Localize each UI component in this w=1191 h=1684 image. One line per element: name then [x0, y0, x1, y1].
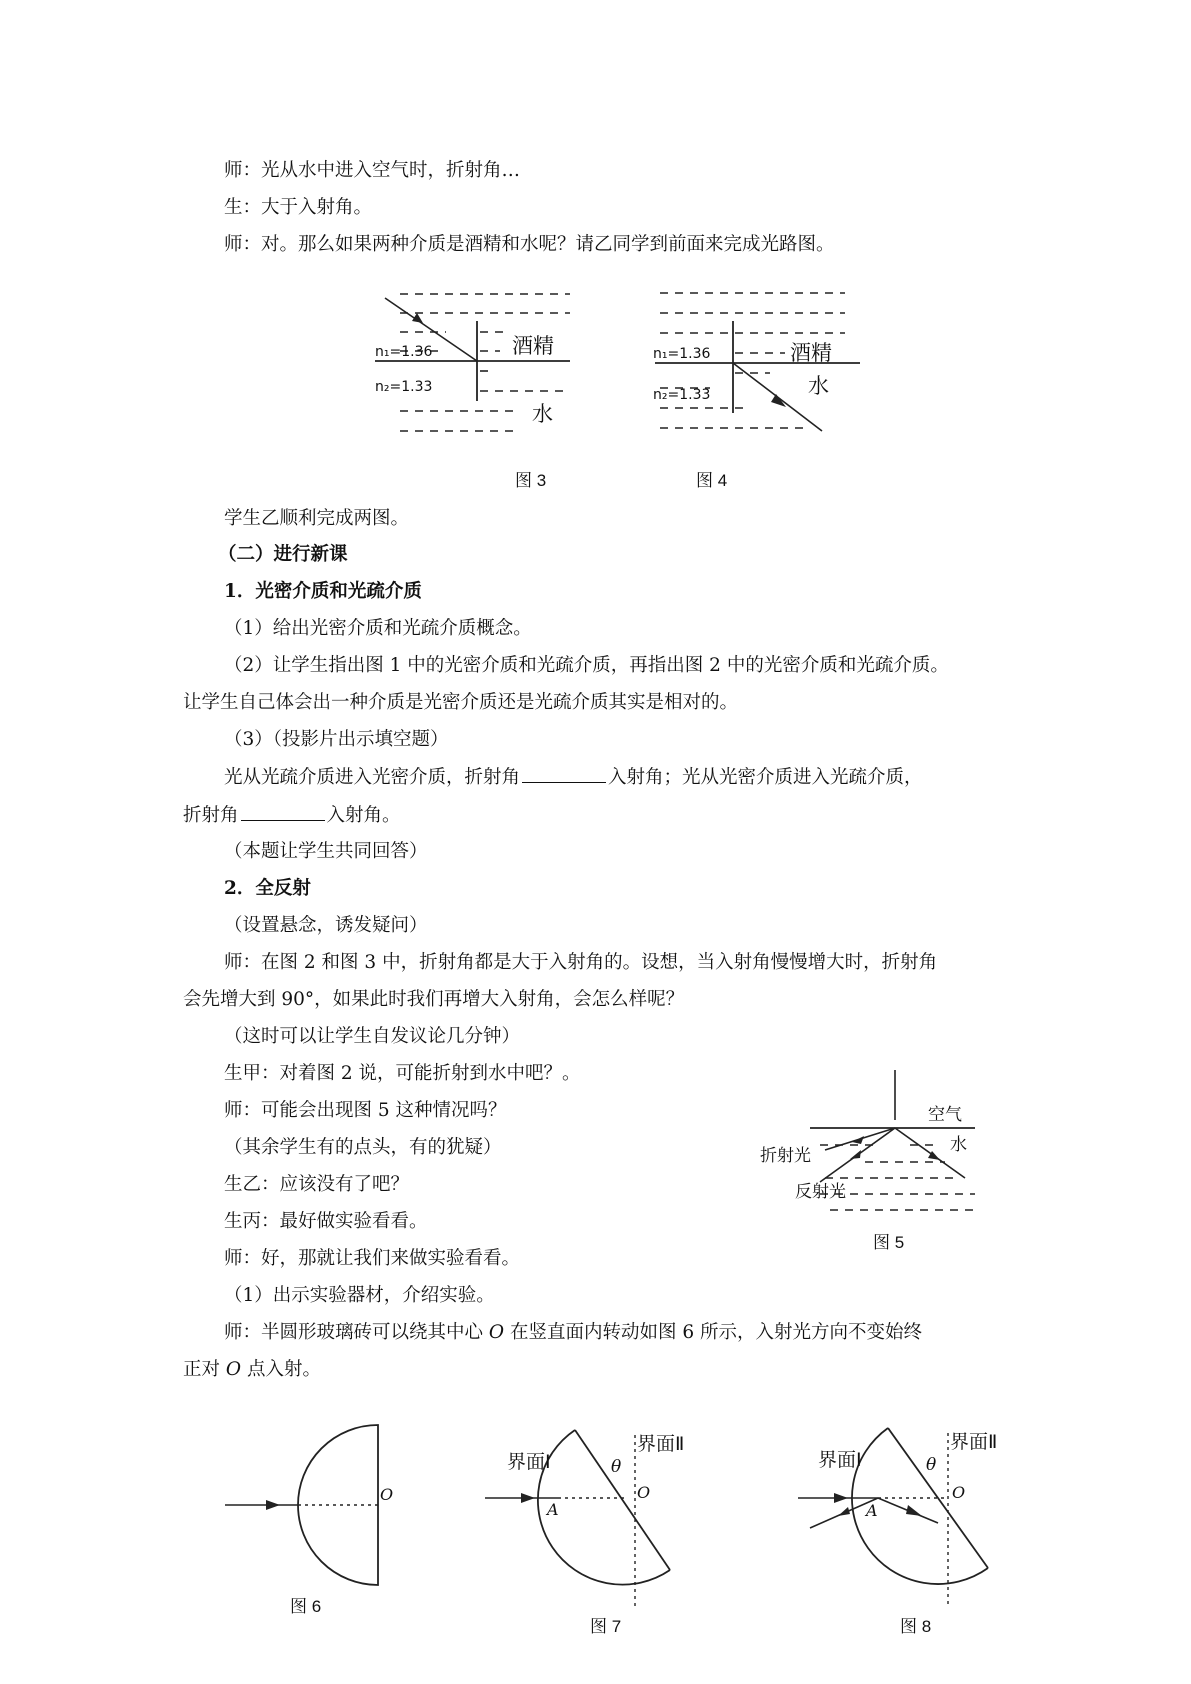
fig4-n2: n₂=1.33	[653, 387, 711, 403]
fig8-theta: θ	[926, 1455, 937, 1475]
fig3-n1: n₁=1.36	[375, 344, 433, 360]
fig8-caption: 图 8	[900, 1617, 932, 1636]
figure-6	[220, 1420, 400, 1590]
text-line: 生甲：对着图 2 说，可能折射到水中吧？。	[224, 1063, 581, 1084]
fig5-water-label: 水	[950, 1135, 967, 1155]
para-text: 点入射。	[241, 1359, 321, 1380]
fill-in-text: 光从光疏介质进入光密介质，折射角	[224, 767, 521, 788]
figure-5	[760, 1070, 985, 1215]
fig3-top-label: 酒精	[512, 334, 554, 358]
text-line: 师：好，那就让我们来做实验看看。	[224, 1248, 521, 1269]
text-line: （其余学生有的点头，有的犹疑）	[224, 1137, 502, 1158]
fig3-caption: 图 3	[515, 471, 547, 490]
text-line: （2）让学生指出图 1 中的光密介质和光疏介质，再指出图 2 中的光密介质和光疏介质。	[224, 655, 949, 676]
para-text: 在竖直面内转动如图 6 所示，入射光方向不变始终	[504, 1322, 922, 1343]
fig5-refracted-label: 折射光	[760, 1146, 811, 1166]
fig8-point-a: A	[866, 1501, 878, 1520]
fill-in-question	[183, 806, 401, 826]
figure-8	[798, 1428, 1038, 1613]
fill-in-text: 入射角；光从光密介质进入光疏介质，	[608, 767, 923, 788]
text-line: 师：光从水中进入空气时，折射角…	[224, 160, 521, 181]
fig5-reflected-label: 反射光	[795, 1182, 846, 1202]
text-line: （设置悬念，诱发疑问）	[224, 915, 428, 936]
fig6-point-o: O	[380, 1485, 394, 1504]
fig6-caption: 图 6	[290, 1597, 322, 1616]
fig4-n1: n₁=1.36	[653, 346, 711, 362]
figure-4	[650, 283, 865, 443]
section-heading: （二）进行新课	[218, 544, 348, 565]
fig7-point-o: O	[637, 1483, 651, 1502]
fig4-top-label: 酒精	[790, 341, 832, 365]
figure-7	[485, 1430, 715, 1615]
fig8-interface2: 界面Ⅱ	[950, 1431, 998, 1453]
fig4-caption: 图 4	[696, 471, 728, 490]
point-o: O	[225, 1359, 242, 1380]
fig7-interface2: 界面Ⅱ	[637, 1433, 685, 1455]
fill-in-text: 入射角。	[326, 805, 401, 826]
fig8-point-o: O	[952, 1483, 966, 1502]
text-line: 师：可能会出现图 5 这种情况吗？	[224, 1100, 507, 1121]
para-text: 正对	[183, 1359, 226, 1380]
text-line	[224, 1324, 922, 1343]
text-line: （1）给出光密介质和光疏介质概念。	[224, 618, 532, 639]
fig5-caption: 图 5	[873, 1233, 905, 1252]
fig7-point-a: A	[547, 1500, 559, 1519]
point-o: O	[488, 1322, 505, 1343]
subsection-heading: 1．光密介质和光疏介质	[224, 581, 422, 602]
fig5-air-label: 空气	[928, 1105, 962, 1125]
text-line: （本题让学生共同回答）	[224, 841, 428, 862]
figure-3	[370, 276, 580, 441]
text-line: （3）（投影片出示填空题）	[224, 729, 449, 750]
text-line: 师：在图 2 和图 3 中，折射角都是大于入射角的。设想，当入射角慢慢增大时，折射角	[224, 952, 938, 973]
fill-in-text: 折射角	[183, 805, 239, 826]
text-line: 让学生自己体会出一种介质是光密介质还是光疏介质其实是相对的。	[183, 692, 739, 713]
text-line: （1）出示实验器材，介绍实验。	[224, 1285, 495, 1306]
fig8-interface1: 界面Ⅰ	[818, 1449, 862, 1471]
text-line	[183, 1361, 321, 1380]
text-line: 会先增大到 90°，如果此时我们再增大入射角，会怎么样呢？	[183, 989, 685, 1010]
text-line: 生丙：最好做实验看看。	[224, 1211, 428, 1232]
fig4-bottom-label: 水	[808, 374, 829, 398]
fig7-theta: θ	[611, 1457, 622, 1477]
para-text: 师：半圆形玻璃砖可以绕其中心	[224, 1322, 489, 1343]
fig3-n2: n₂=1.33	[375, 379, 433, 395]
text-line: 师：对。那么如果两种介质是酒精和水呢？请乙同学到前面来完成光路图。	[224, 234, 835, 255]
answer-blank[interactable]	[522, 768, 606, 783]
text-line: 学生乙顺利完成两图。	[224, 508, 410, 529]
text-line: 生乙：应该没有了吧？	[224, 1174, 410, 1195]
fig3-bottom-label: 水	[532, 402, 553, 426]
answer-blank[interactable]	[241, 806, 325, 821]
fill-in-question	[224, 768, 923, 788]
text-line: （这时可以让学生自发议论几分钟）	[224, 1026, 521, 1047]
fig7-caption: 图 7	[590, 1617, 622, 1636]
subsection-heading: 2．全反射	[224, 878, 311, 899]
fig7-interface1: 界面Ⅰ	[507, 1451, 551, 1473]
text-line: 生：大于入射角。	[224, 197, 373, 218]
